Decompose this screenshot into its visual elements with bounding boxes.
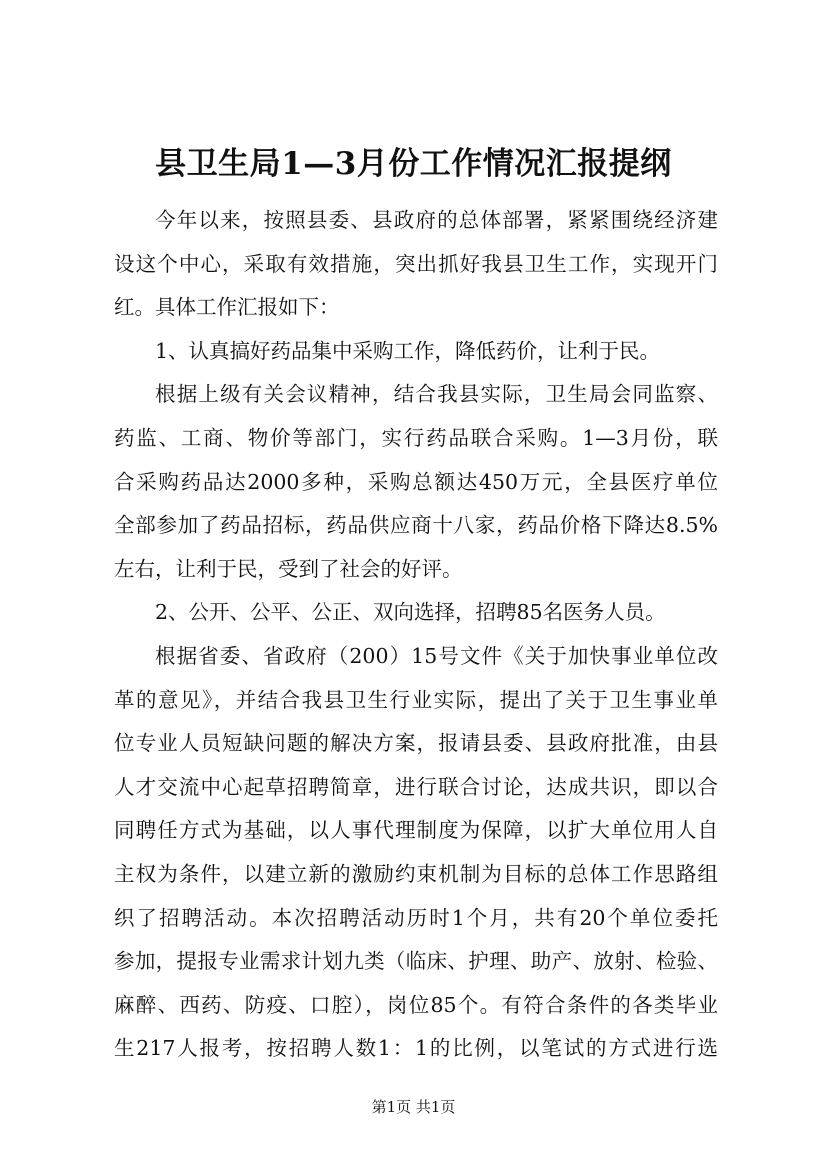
paragraph-line: 左右，让利于民，受到了社会的好评。	[114, 556, 463, 581]
paragraph-line: 今年以来，按照县委、县政府的总体部署，紧紧围绕经济建	[155, 208, 718, 232]
paragraph-line: 同聘任方式为基础，以人事代理制度为保障，以扩大单位用人自	[114, 818, 718, 843]
paragraph-line: 麻醉、西药、防疫、口腔），岗位85个。有符合条件的各类毕业	[114, 992, 718, 1017]
paragraph-line: 合采购药品达2000多种，采购总额达450万元，全县医疗单位	[114, 469, 718, 494]
paragraph-line: 药监、工商、物价等部门，实行药品联合采购。1—3月份，联	[114, 425, 718, 450]
paragraph-line: 生217人报考，按招聘人数1：1的比例，以笔试的方式进行选	[114, 1036, 718, 1061]
paragraph-line: 设这个中心，采取有效措施，突出抓好我县卫生工作，实现开门	[114, 251, 718, 276]
document-body	[114, 199, 718, 1071]
document-title: 县卫生局1—3月份工作情况汇报提纲	[155, 146, 672, 182]
paragraph-line: 位专业人员短缺问题的解决方案，报请县委、县政府批准，由县	[114, 731, 718, 756]
page-number-footer: 第1页 共1页	[371, 1098, 456, 1116]
paragraph-line: 根据省委、省政府（200）15号文件《关于加快事业单位改	[155, 643, 718, 668]
paragraph-line: 根据上级有关会议精神，结合我县实际，卫生局会同监察、	[155, 382, 718, 407]
paragraph-line: 参加，提报专业需求计划九类（临床、护理、助产、放射、检验、	[114, 949, 718, 974]
paragraph-line: 人才交流中心起草招聘简章，进行联合讨论，达成共识，即以合	[114, 774, 718, 799]
paragraph-line: 革的意见》，并结合我县卫生行业实际，提出了关于卫生事业单	[114, 687, 718, 712]
paragraph-line: 红。具体工作汇报如下：	[114, 295, 340, 320]
paragraph-line: 主权为条件，以建立新的激励约束机制为目标的总体工作思路组	[114, 861, 718, 886]
section-heading: 2、公开、公平、公正、双向选择，招聘85名医务人员。	[155, 600, 666, 625]
section-heading: 1、认真搞好药品集中采购工作，降低药价，让利于民。	[155, 338, 661, 363]
paragraph-line: 全部参加了药品招标，药品供应商十八家，药品价格下降达8.5%	[114, 513, 718, 538]
paragraph-line: 织了招聘活动。本次招聘活动历时1个月，共有20个单位委托	[114, 905, 718, 930]
